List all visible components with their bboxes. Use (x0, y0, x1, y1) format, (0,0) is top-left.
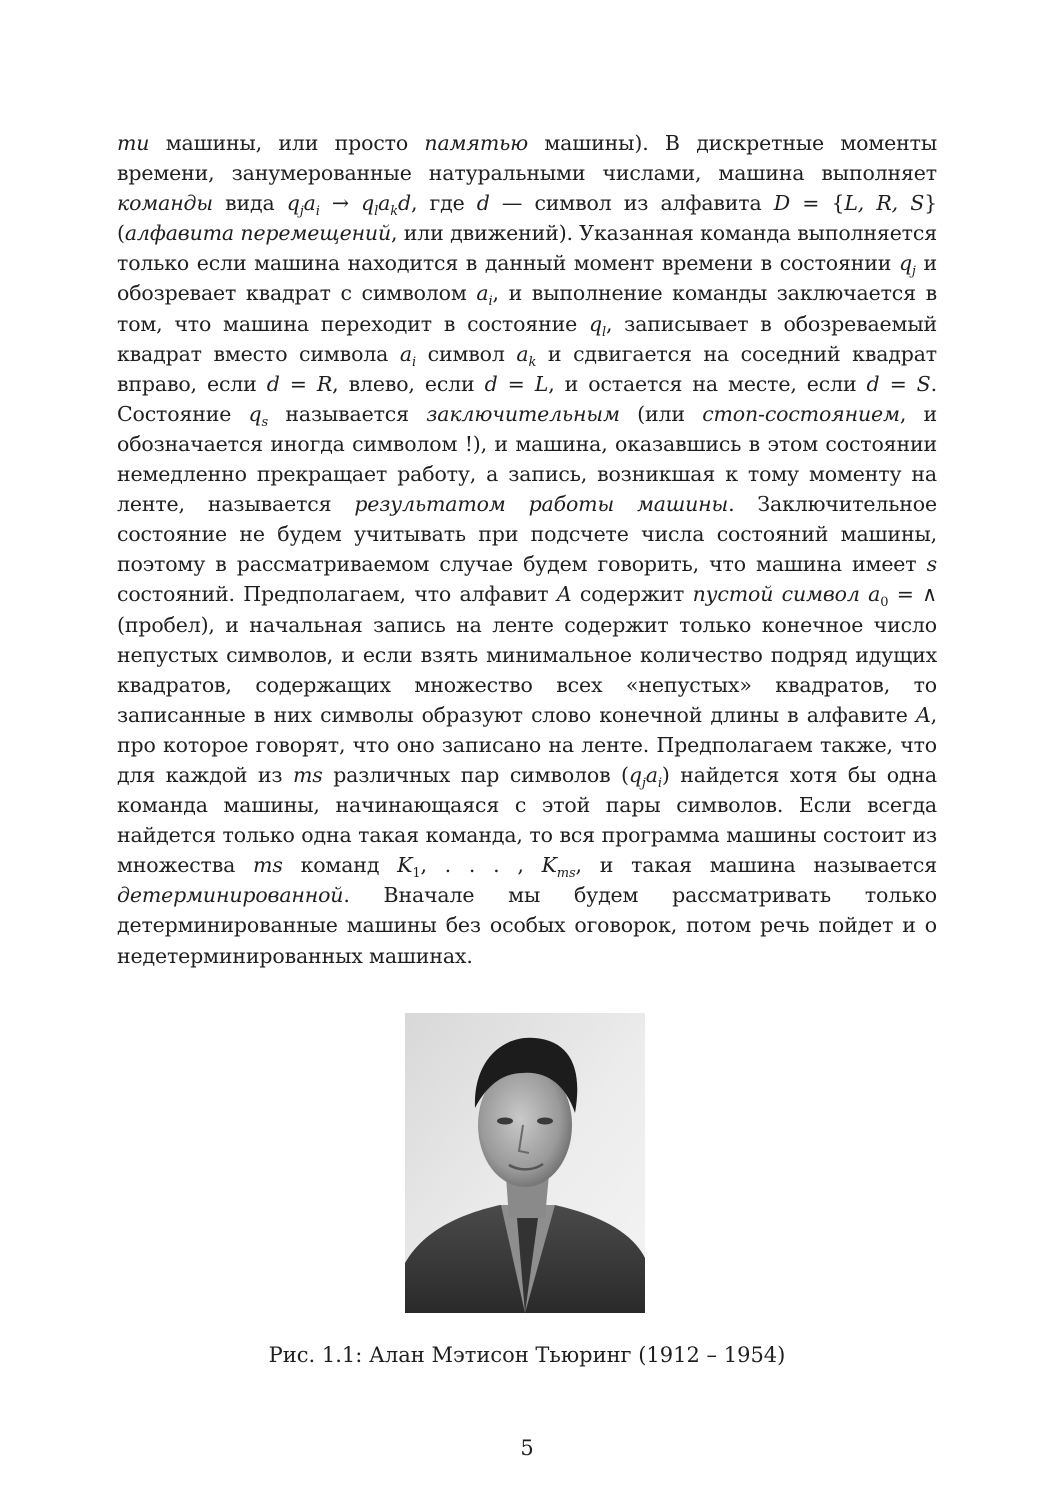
math-span: a (399, 341, 412, 366)
body-span: состояний. Предполагаем, что алфавит (117, 582, 557, 607)
body-span: ) найдется хотя бы одна команда машины, начинающаяся с этой пары символов. Если всегда найдется только одна такая команда, то вся программа машины состоит из множества (117, 762, 937, 878)
math-subscript: l (374, 204, 379, 220)
body-span: стоп-состоянием (702, 401, 900, 426)
body-span: , влево, если (332, 371, 485, 396)
body-span: , и такая машина называется (575, 853, 937, 878)
math-span: q (286, 191, 300, 216)
body-span: , или движений). Указанная команда выполняется только если машина находится в данный момент времени в состоянии (117, 221, 937, 276)
body-span: результатом работы машины (354, 492, 729, 517)
math-subscript: i (488, 294, 493, 310)
figure-caption: Рис. 1.1: Алан Мэтисон Тьюринг (1912 – 1954) (268, 1343, 786, 1367)
body-span: , и остается на месте, если (548, 371, 867, 396)
math-subscript: 0 (880, 595, 889, 611)
math-span: a (516, 341, 529, 366)
math-span: K (541, 853, 557, 878)
body-span: машины, или просто (149, 131, 425, 155)
math-span: a (645, 762, 658, 787)
body-span: . Вначале мы будем рассматривать только детерминированные машины без особых оговорок, потом речь пойдет и о недетерминированных машинах. (117, 883, 937, 968)
body-span: заключительным (426, 401, 620, 426)
math-span: ms (253, 853, 283, 878)
math-subscript: i (315, 204, 320, 220)
body-span: машины). В дискретные моменты времени, занумерованные натуральными числами, машина выполняет (117, 131, 937, 186)
math-subscript: i (657, 776, 662, 792)
body-span: команд (282, 853, 398, 878)
math-span: d (397, 191, 411, 216)
math-subscript: k (390, 204, 398, 220)
math-span: a (378, 191, 391, 216)
math-subscript: j (911, 264, 916, 280)
math-span: q (898, 251, 912, 276)
math-span: L, R, S (844, 191, 925, 216)
body-span: и обозревает квадрат с символом (117, 251, 937, 306)
math-span: d = S (866, 371, 931, 396)
body-span: символ (415, 341, 517, 366)
math-subscript: i (411, 354, 416, 370)
math-subscript: l (601, 324, 606, 340)
body-span: , записывает в обозреваемый квадрат вместо символа (117, 311, 937, 366)
math-span: D (773, 191, 791, 216)
math-span: d = L (484, 371, 549, 396)
body-span: , . . . , (420, 853, 542, 878)
body-span: , где (410, 191, 477, 216)
body-span: и сдвигается на соседний квадрат вправо, если (117, 341, 937, 396)
body-span: детерминированной (117, 883, 344, 908)
body-span: = ∧ (пробел), и начальная запись на ленте содержит только конечное число непустых символов, и если взять минимальное количество подряд идущих квадратов, содержащих множество всех «непустых» квадратов, то записанные в них символы образуют слово конечной длины в алфавите (117, 582, 937, 727)
math-span: A (915, 702, 931, 727)
body-span: (или (619, 401, 703, 426)
portrait-illustration (405, 1013, 645, 1313)
body-span: пустой символ (692, 582, 860, 607)
math-subscript: ms (556, 866, 576, 882)
portrait-photo (405, 1013, 645, 1313)
body-span: алфавита перемещений (124, 221, 392, 246)
math-span: q (248, 401, 262, 426)
body-paragraph (117, 128, 937, 971)
math-span: K (397, 853, 413, 878)
body-span: , про которое говорят, что оно записано на ленте. Предполагаем также, что для каждой из (117, 702, 937, 787)
body-span: ти (117, 131, 150, 155)
math-subscript: j (299, 204, 304, 220)
math-span: a (868, 582, 881, 607)
body-span: содержит (571, 582, 693, 607)
body-span: различных пар символов ( (322, 762, 629, 787)
math-span: q (361, 191, 375, 216)
math-span: a (303, 191, 316, 216)
math-span: ms (292, 762, 323, 787)
body-span: памятью (424, 131, 529, 155)
body-span: . Заключительное состояние не будем учитывать при подсчете числа состояний машины, поэтому в рассматриваемом случае будем говорить, что машина имеет (117, 492, 937, 577)
body-span: — символ из алфавита (489, 191, 774, 216)
math-span: s (926, 552, 937, 577)
math-subscript: 1 (412, 866, 421, 882)
math-span: q (628, 762, 642, 787)
math-subscript: s (261, 414, 269, 430)
page-number: 5 (520, 1436, 534, 1460)
body-span: , и выполнение команды заключается в том, что машина переходит в состояние (117, 281, 937, 336)
math-span: d = R (266, 371, 333, 396)
math-span: → (319, 191, 362, 216)
math-span: A (556, 582, 572, 607)
body-span: . Состояние (117, 371, 937, 426)
math-span: = { (790, 191, 845, 216)
body-span: называется (268, 401, 427, 426)
body-span: команды (117, 191, 213, 216)
math-span: a (476, 281, 489, 306)
body-span: } ( (117, 191, 937, 246)
math-subscript: k (528, 354, 537, 370)
body-span: вида (212, 191, 287, 216)
math-span: q (588, 311, 602, 336)
body-span (860, 582, 868, 606)
body-span: , и обозначается иногда символом !), и машина, оказавшись в этом состоянии немедленно прекращает работу, а запись, возникшая к тому моменту на ленте, называется (117, 401, 938, 517)
math-span: d (476, 191, 490, 216)
math-subscript: j (641, 776, 646, 792)
